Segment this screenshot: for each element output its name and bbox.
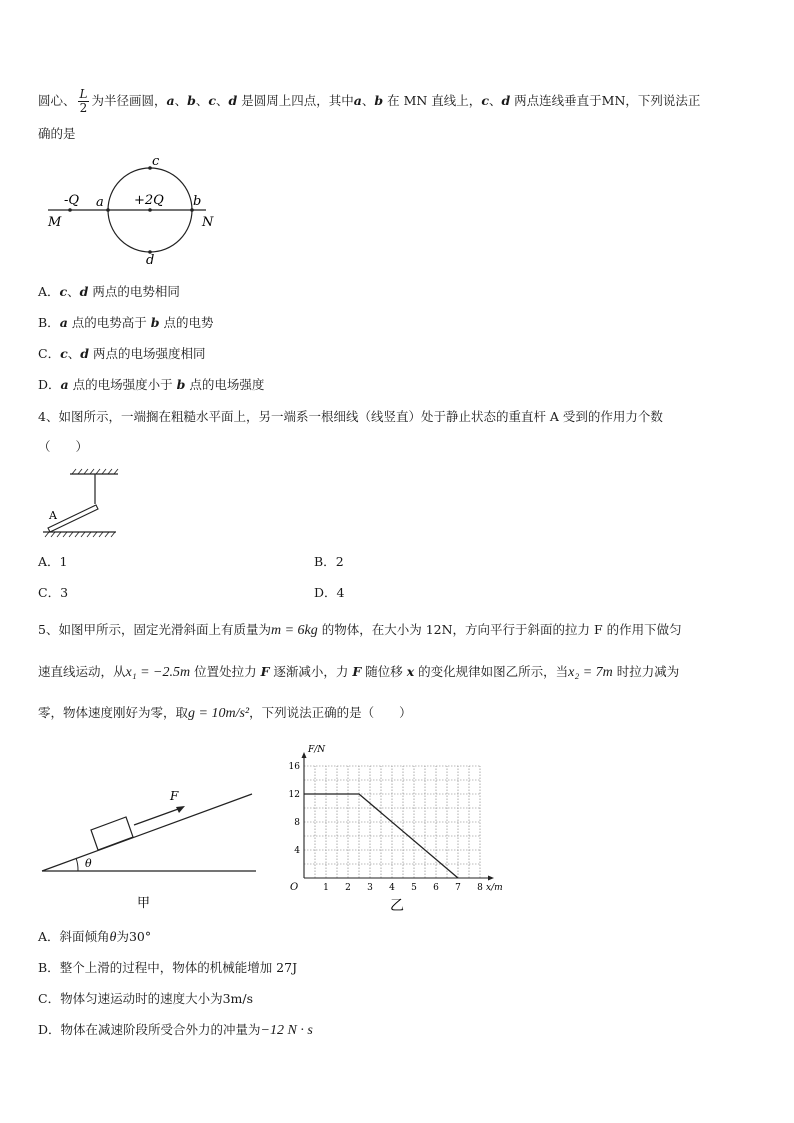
q4-option-d[interactable]: D．4 bbox=[314, 585, 345, 600]
incline-slope bbox=[42, 794, 252, 871]
label-a: a bbox=[96, 195, 104, 210]
caption-jia: 甲 bbox=[137, 896, 151, 911]
incline-figure bbox=[38, 780, 263, 912]
y-tick-label: 16 bbox=[288, 762, 300, 772]
y-tick-label: 12 bbox=[288, 790, 300, 800]
label-A: A bbox=[49, 509, 57, 522]
q5-stem-line1: 5、如图甲所示，固定光滑斜面上有质量为m = 6kg 的物体，在大小为 12N，方向平行于斜面的拉力 F 的作用下做匀 bbox=[38, 622, 682, 638]
origin-label: O bbox=[290, 882, 299, 893]
force-displacement-chart bbox=[280, 738, 505, 913]
label-c: c bbox=[152, 154, 160, 169]
label-negQ: -Q bbox=[64, 193, 80, 208]
q4-option-b[interactable]: B．2 bbox=[314, 554, 344, 569]
x-tick-label: 2 bbox=[345, 883, 351, 893]
label-theta: θ bbox=[85, 857, 92, 870]
rod-figure bbox=[38, 462, 128, 540]
x-axis-arrow bbox=[488, 876, 494, 881]
point-negQ bbox=[68, 208, 72, 212]
label-N: N bbox=[202, 215, 214, 230]
x-tick-label: 7 bbox=[455, 883, 461, 893]
label-pos2Q: +2Q bbox=[134, 193, 164, 208]
x-tick-label: 1 bbox=[323, 883, 329, 893]
q3-option-a[interactable]: A．c、d 两点的电势相同 bbox=[38, 284, 180, 299]
q5-stem-line2: 速直线运动，从x₁ = −2.5m 位置处拉力 F 逐渐减小，力 F 随位移 x 的变化规律如图乙所示，当x₂ = 7m 时拉力减为 bbox=[38, 664, 680, 680]
radius-fraction: $\frac{L}{2}$ bbox=[79, 87, 88, 115]
label-d: d bbox=[146, 253, 155, 265]
force-arrowhead bbox=[176, 806, 185, 813]
q5-option-a[interactable]: A．斜面倾角θ为30° bbox=[38, 929, 152, 945]
x-tick-label: 4 bbox=[389, 883, 395, 893]
label-M: M bbox=[48, 215, 62, 230]
x-axis-label: x/m bbox=[486, 883, 503, 893]
theta-arc bbox=[76, 858, 78, 871]
q3-option-d[interactable]: D．a 点的电场强度小于 b 点的电场强度 bbox=[38, 377, 265, 392]
y-tick-label: 4 bbox=[294, 846, 300, 856]
q5-option-c[interactable]: C．物体匀速运动时的速度大小为3m/s bbox=[38, 991, 254, 1006]
q5-option-b[interactable]: B．整个上滑的过程中，物体的机械能增加 27J bbox=[38, 960, 298, 975]
x-tick-label: 3 bbox=[367, 883, 373, 893]
q3-stem-line1: 圆心、 $\frac{L}{2}$ 为半径画圆，a、b、c、d 是圆周上四点，其中a、b 在 MN 直线上，c、d 两点连线垂直于MN，下列说法正 bbox=[38, 87, 701, 115]
q3-option-b[interactable]: B．a 点的电势高于 b 点的电势 bbox=[38, 315, 214, 330]
y-axis-arrow bbox=[302, 752, 307, 758]
point-pos2Q bbox=[148, 208, 152, 212]
x-tick-label: 5 bbox=[411, 883, 417, 893]
y-tick-label: 8 bbox=[294, 818, 300, 828]
floor-hatch bbox=[45, 532, 115, 537]
q4-option-c[interactable]: C．3 bbox=[38, 585, 69, 600]
circle-charge-figure bbox=[38, 150, 228, 265]
x-tick-label: 6 bbox=[433, 883, 439, 893]
block bbox=[91, 817, 133, 850]
q5-option-d[interactable]: D．物体在减速阶段所受合外力的冲量为−12 N · s bbox=[38, 1022, 313, 1038]
ceiling-hatch bbox=[72, 469, 118, 474]
label-F: F bbox=[170, 789, 179, 803]
caption-yi: 乙 bbox=[390, 898, 404, 913]
q4-option-a[interactable]: A．1 bbox=[38, 554, 68, 569]
q4-paren: （ ） bbox=[38, 439, 89, 454]
label-b: b bbox=[193, 194, 202, 209]
q5-stem-line3: 零，物体速度刚好为零，取g = 10m/s²，下列说法正确的是（ ） bbox=[38, 705, 412, 721]
q3-option-c[interactable]: C．c、d 两点的电场强度相同 bbox=[38, 346, 206, 361]
y-axis-label: F/N bbox=[308, 745, 326, 755]
q4-stem: 4、如图所示，一端搁在粗糙水平面上，另一端系一根细线（线竖直）处于静止状态的重直杆 A 受到的作用力个数 bbox=[38, 409, 663, 424]
q3-stem-line2: 确的是 bbox=[38, 126, 76, 141]
point-a bbox=[106, 208, 110, 212]
x-tick-label: 8 bbox=[477, 883, 483, 893]
